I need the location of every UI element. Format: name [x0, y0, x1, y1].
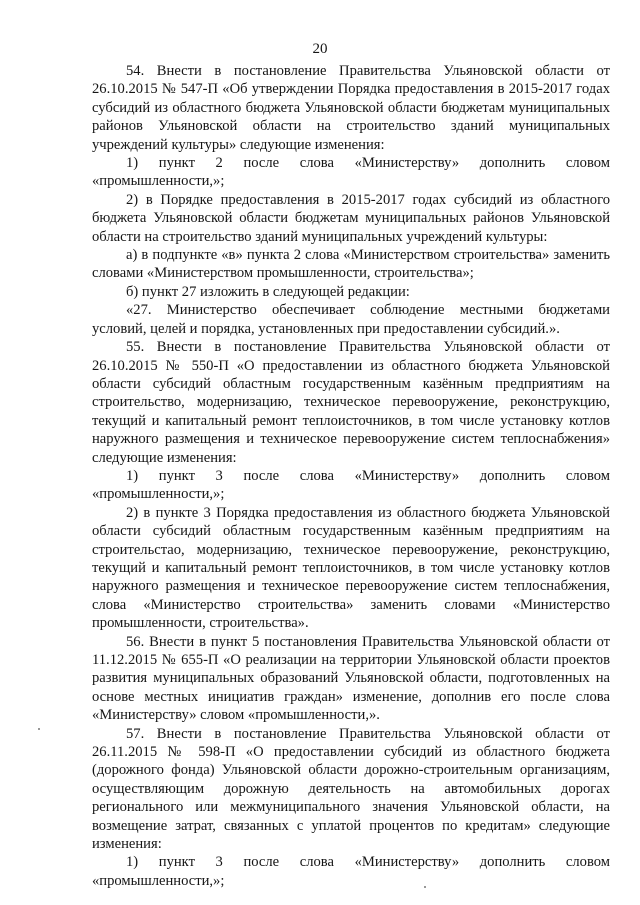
scan-speck [38, 728, 40, 730]
paragraph-54-item-1: 1) пункт 2 после слова «Министерству» дополнить словом «промышленности,»; [92, 155, 610, 190]
paragraph-54-item-2: 2) в Порядке предоставления в 2015-2017 годах субсидий из областного бюджета Ульяновской области бюджетам муниципальных районов Ульяновской области на строительство зданий муниципальных учреждений культуры: [92, 191, 610, 245]
document-body [92, 62, 610, 890]
paragraph-54-subitem-b: б) пункт 27 изложить в следующей редакции: [126, 283, 410, 300]
paragraph-54: 54. Внести в постановление Правительства Ульяновской области от 26.10.2015 № 547-П «Об утверждении Порядка предоставления в 2015-2017 годах субсидий из областного бюджета Ульяновской области бюджетам муниципальных районов Ульяновской области на строительство зданий муниципальных учреждений культуры» следующие изменения: [92, 63, 610, 153]
paragraph-54-quote-27: «27. Министерство обеспечивает соблюдение местными бюджетами условий, целей и порядка, установленных при предоставлении субсидий.». [92, 302, 610, 337]
paragraph-54-subitem-a: а) в подпункте «в» пункта 2 слова «Министерством строительства» заменить словами «Министерством промышленности, строительства»; [92, 247, 610, 282]
paragraph-55-item-2: 2) в пункте 3 Порядка предоставления из областного бюджета Ульяновской области субсидий областным государственным казённым предприятиям на строительстао, модернизацию, техническое перевооружение, реконструкцию, текущий и капитальный ремонт теплоисточников, в том числе установку котлов наружного размещения и техническое перевооружение систем теплоснабжения, слова «Министерство строительства» заменить словами «Министерство промышленности, строительства». [92, 504, 610, 632]
paragraph-55: 55. Внести в постановление Правительства Ульяновской области от 26.10.2015 № 550-П «О предоставлении из областного бюджета Ульяновской области субсидий областным государственным казённым предприятиям на строительство, модернизацию, техническое перевооружение, реконструкцию, текущий и капитальный ремонт теплоисточников, в том числе установку котлов наружного размещения и техническое перевооружение систем теплоснабжения» следующие изменения: [92, 339, 610, 466]
scan-speck [424, 886, 426, 888]
paragraph-57-item-1: 1) пункт 3 после слова «Министерству» дополнить словом «промышленности,»; [92, 854, 610, 889]
page-number: 20 [312, 41, 328, 57]
paragraph-56: 56. Внести в пункт 5 постановления Правительства Ульяновской области от 11.12.2015 № 655-П «О реализации на территории Ульяновской области проектов развития муниципальных образований Ульяновской области, подготовленных на основе местных инициатив граждан» изменение, дополнив его после слова «Министерству» словом «промышленности,». [92, 633, 610, 724]
paragraph-55-item-1: 1) пункт 3 после слова «Министерству» дополнить словом «промышленности,»; [92, 467, 610, 503]
paragraph-57: 57. Внести в постановление Правительства Ульяновской области от 26.11.2015 № 598-П «О предоставлении субсидий из областного бюджета (дорожного фонда) Ульяновской области дорожно-строительным организациям, осуществляющим дорожную деятельность на автомобильных дорогах регионального или межмуниципального значения Ульяновской области, на возмещение затрат, связанных с уплатой процентов по кредитам» следующие изменения: [92, 725, 610, 853]
